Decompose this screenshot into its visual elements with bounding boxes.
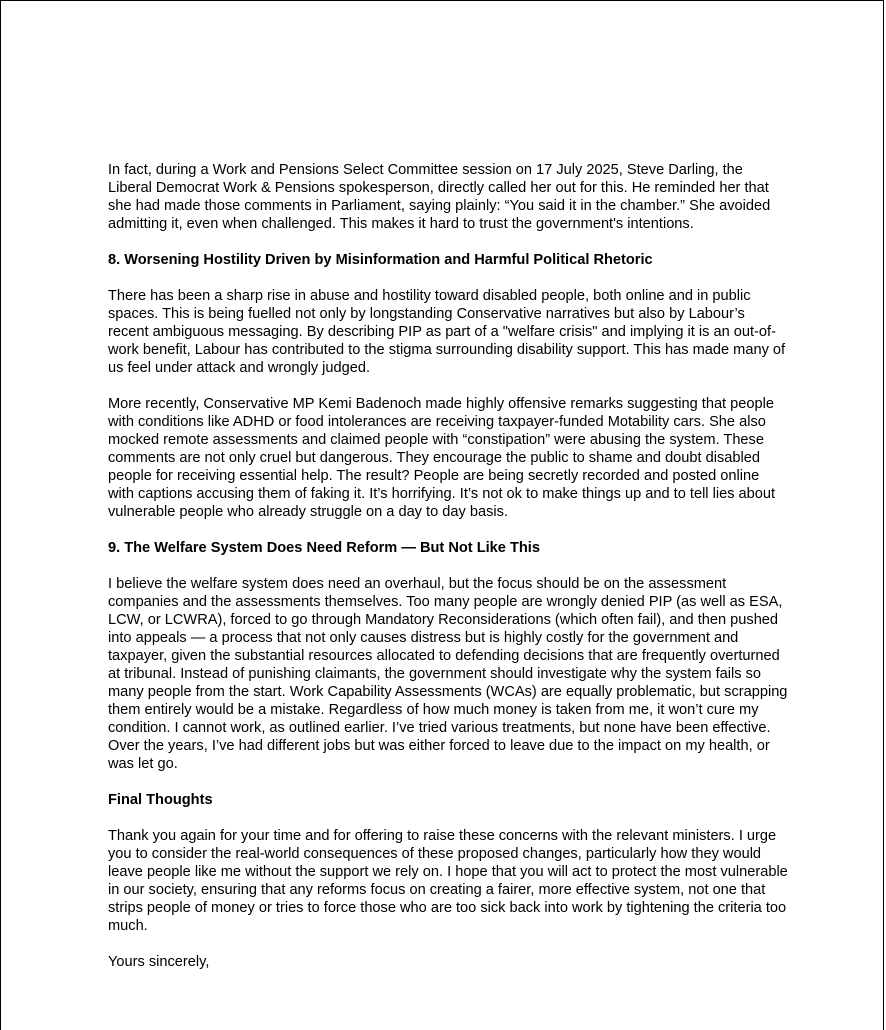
- paragraph-hostility-rise: There has been a sharp rise in abuse and hostility toward disabled people, both online and in public spaces. This is being fuelled not only by longstanding Conservative narratives but also by Labour’s recent ambiguous messaging. By describing PIP as part of a "welfare crisis" and implying it is an out-of-work benefit, Labour has contributed to the stigma surrounding disability support. This has made many of us feel under attack and wrongly judged.: [108, 288, 786, 376]
- closing-salutation: Yours sincerely,: [108, 954, 210, 970]
- heading-section-8: 8. Worsening Hostility Driven by Misinformation and Harmful Political Rhetoric: [108, 252, 653, 268]
- document-body: [108, 161, 788, 989]
- paragraph-final-thoughts: Thank you again for your time and for offering to raise these concerns with the relevant ministers. I urge you to consider the real-world consequences of these proposed changes, particularly how they would leave people like me without the support we rely on. I hope that you will act to protect the most vulnerable in our society, ensuring that any reforms focus on creating a fairer, more effective system, not one that strips people of money or tries to force those who are too sick back into work by tightening the criteria too much.: [108, 828, 788, 934]
- heading-section-9: 9. The Welfare System Does Need Reform — But Not Like This: [108, 540, 540, 556]
- heading-final-thoughts: Final Thoughts: [108, 792, 213, 808]
- paragraph-badenoch-remarks: More recently, Conservative MP Kemi Badenoch made highly offensive remarks suggesting that people with conditions like ADHD or food intolerances are receiving taxpayer-funded Motability cars. She also mocked remote assessments and claimed people with “constipation” were abusing the system. These comments are not only cruel but dangerous. They encourage the public to shame and doubt disabled people for receiving essential help. The result? People are being secretly recorded and posted online with captions accusing them of faking it. It’s horrifying. It’s not ok to make things up and to tell lies about vulnerable people who already struggle on a day to day basis.: [108, 396, 776, 520]
- paragraph-welfare-reform: I believe the welfare system does need an overhaul, but the focus should be on the assessment companies and the assessments themselves. Too many people are wrongly denied PIP (as well as ESA, LCW, or LCWRA), forced to go through Mandatory Reconsiderations (which often fail), and then pushed into appeals — a process that not only causes distress but is highly costly for the government and taxpayer, given the substantial resources allocated to defending decisions that are frequently overturned at tribunal. Instead of punishing claimants, the government should investigate why the system fails so many people from the start. Work Capability Assessments (WCAs) are equally problematic, but scrapping them entirely would be a mistake. Regardless of how much money is taken from me, it won’t cure my condition. I cannot work, as outlined earlier. I’ve tried various treatments, but none have been effective. Over the years, I’ve had different jobs but was either forced to leave due to the impact on my health, or was let go.: [108, 576, 788, 772]
- paragraph-committee-session: In fact, during a Work and Pensions Select Committee session on 17 July 2025, Steve Darling, the Liberal Democrat Work & Pensions spokesperson, directly called her out for this. He reminded her that she had made those comments in Parliament, saying plainly: “You said it in the chamber.” She avoided admitting it, even when challenged. This makes it hard to trust the government's intentions.: [108, 162, 771, 232]
